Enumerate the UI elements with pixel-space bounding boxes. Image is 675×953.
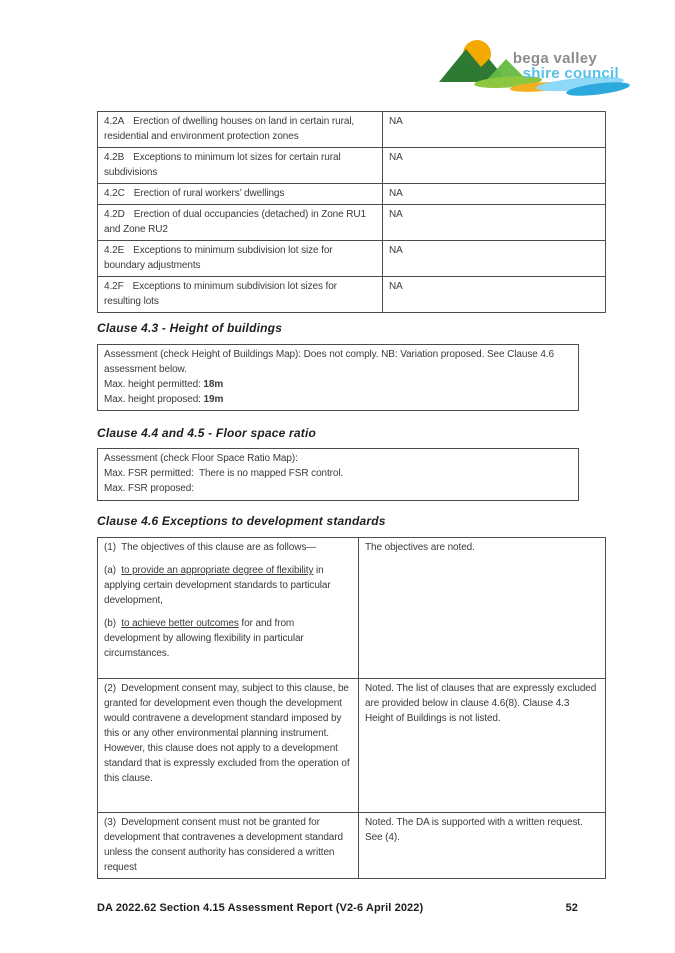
- table-row: [98, 813, 606, 879]
- table-row: [98, 184, 606, 205]
- paragraph: Max. height permitted: 18m: [104, 379, 224, 390]
- bega-valley-shire-council-logo: [438, 38, 630, 96]
- clause-text: Erection of rural workers’ dwellings: [133, 188, 285, 199]
- assessment-value: NA: [383, 112, 606, 148]
- paragraph: Noted. The list of clauses that are expressly excluded are provided below in clause 4.6(8). Clause 4.3 Height of Buildings is not listed.: [365, 683, 597, 724]
- paragraph: (a) to provide an appropriate degree of flexibility in applying certain development standards to particular development,: [104, 565, 331, 606]
- clause-code: 4.2A: [104, 116, 125, 127]
- assessment-value: NA: [383, 241, 606, 277]
- clause-text: Exceptions to minimum subdivision lot size for boundary adjustments: [104, 245, 333, 271]
- clause-code: 4.2E: [104, 245, 125, 256]
- paragraph: Assessment (check Floor Space Ratio Map):: [104, 453, 298, 464]
- assessment-value: NA: [383, 148, 606, 184]
- lep-clauses-table: [97, 111, 606, 313]
- paragraph: (3) Development consent must not be granted for development that contravenes a development standard unless the consent authority has considered a written request: [104, 817, 343, 873]
- assessment-value: NA: [383, 184, 606, 205]
- clause-code: 4.2F: [104, 281, 124, 292]
- logo-text-line2: shire council: [522, 65, 619, 82]
- paragraph: Assessment (check Height of Buildings Map): Does not comply. NB: Variation proposed. See Clause 4.6 assessment below.: [104, 349, 554, 375]
- clause-text: Erection of dwelling houses on land in certain rural, residential and environment protection zones: [104, 116, 355, 142]
- assessment-comment-cell: [359, 538, 606, 679]
- clause-code: 4.2B: [104, 152, 125, 163]
- assessment-comment-cell: [359, 679, 606, 813]
- clause-text: Exceptions to minimum subdivision lot sizes for resulting lots: [104, 281, 337, 307]
- paragraph: (2) Development consent may, subject to this clause, be granted for development even though the development would contravene a development standard imposed by this or any other environmental planning instrument. However, this clause does not apply to a development standard that is expressly excluded from the operation of this clause.: [104, 683, 350, 784]
- paragraph: (b) to achieve better outcomes for and from development by allowing flexibility in particular circumstances.: [104, 618, 304, 659]
- clause-text: Exceptions to minimum lot sizes for certain rural subdivisions: [104, 152, 341, 178]
- table-row: [98, 538, 606, 679]
- footer-title: DA 2022.62 Section 4.15 Assessment Report (V2-6 April 2022): [97, 902, 424, 914]
- section-heading-clause-4-4-4-5: Clause 4.4 and 4.5 - Floor space ratio: [97, 426, 317, 440]
- paragraph: Noted. The DA is supported with a written request. See (4).: [365, 817, 583, 843]
- clause-code: 4.2C: [104, 188, 125, 199]
- clause-code: 4.2D: [104, 209, 125, 220]
- clause-4-6-table: [97, 537, 606, 879]
- table-row: [98, 205, 606, 241]
- section-heading-clause-4-6: Clause 4.6 Exceptions to development standards: [97, 514, 386, 528]
- assessment-value: NA: [383, 205, 606, 241]
- clause-text: Erection of dual occupancies (detached) in Zone RU1 and Zone RU2: [104, 209, 366, 235]
- paragraph: Max. FSR proposed:: [104, 483, 194, 494]
- assessment-comment-cell: [359, 813, 606, 879]
- table-row: [98, 112, 606, 148]
- clause-provision-cell: [98, 813, 359, 879]
- table-row: [98, 148, 606, 184]
- page-number: 52: [565, 902, 578, 914]
- logo-text-line1: bega valley: [512, 50, 597, 67]
- paragraph: The objectives are noted.: [365, 542, 475, 553]
- clause-provision-cell: [98, 538, 359, 679]
- section-heading-clause-4-3: Clause 4.3 - Height of buildings: [97, 321, 283, 335]
- assessment-box-clause-4-4-4-5: [97, 448, 579, 501]
- table-row: [98, 679, 606, 813]
- paragraph: Max. FSR permitted: There is no mapped FSR control.: [104, 468, 344, 479]
- table-row: [98, 241, 606, 277]
- assessment-box-clause-4-3: [97, 344, 579, 411]
- clause-provision-cell: [98, 679, 359, 813]
- footer: [97, 902, 578, 914]
- table-row: [98, 277, 606, 313]
- assessment-value: NA: [383, 277, 606, 313]
- paragraph: Max. height proposed: 19m: [104, 394, 224, 405]
- paragraph: (1) The objectives of this clause are as follows—: [104, 542, 317, 553]
